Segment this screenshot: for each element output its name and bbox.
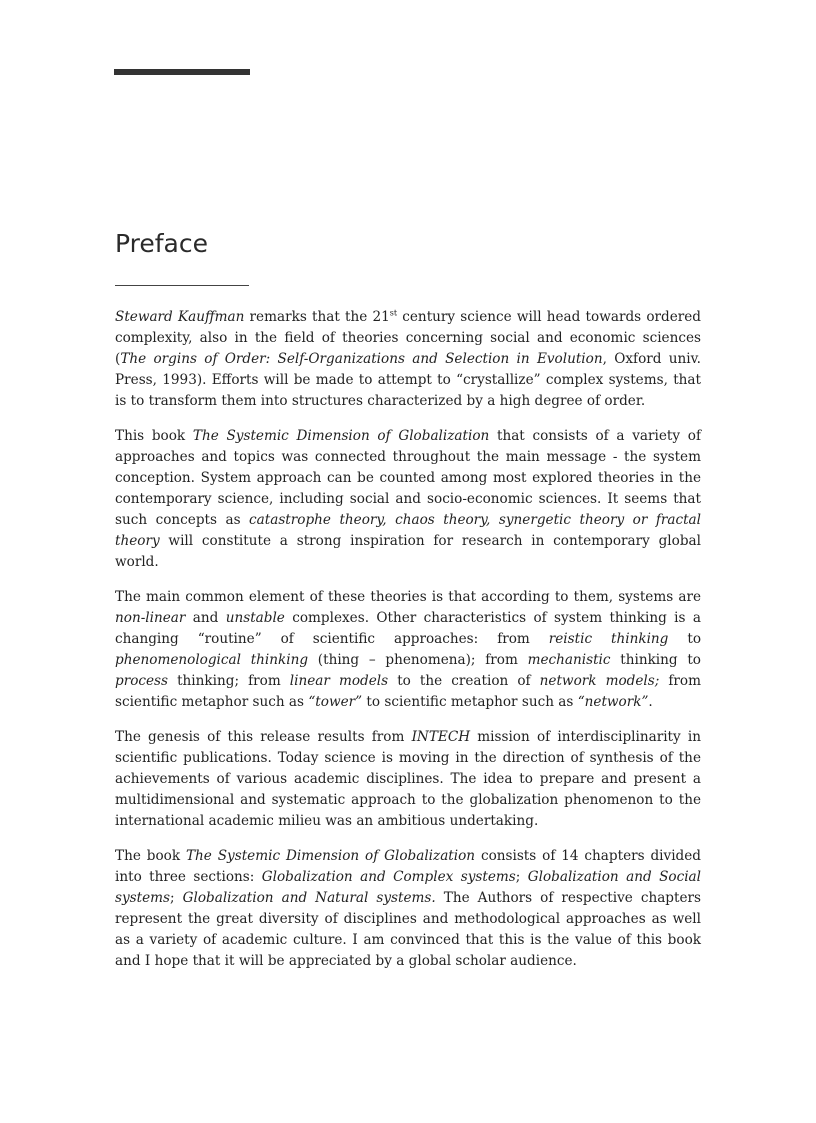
text-run: complexes. Other characteristics of system thinking is a changing “routine” of scientific approaches: from bbox=[115, 610, 701, 647]
text-run: and bbox=[185, 610, 226, 626]
superscript-text: st bbox=[389, 308, 398, 318]
italic-text: Globalization and Complex systems bbox=[261, 869, 516, 885]
text-run: thinking to bbox=[610, 652, 701, 668]
top-decorative-rule bbox=[114, 69, 250, 75]
italic-text: Globalization and Social systems bbox=[115, 869, 701, 906]
italic-text: process bbox=[115, 673, 168, 689]
text-run: ; bbox=[170, 890, 183, 906]
italic-text: linear models bbox=[289, 673, 389, 689]
text-run: , Oxford univ. Press, 1993). Efforts will be made to attempt to “crystallize” complex systems, that is to transform them into structures characterized by a high degree of order. bbox=[115, 351, 701, 409]
text-run: to bbox=[668, 631, 701, 647]
italic-text: “network” bbox=[577, 694, 649, 710]
text-run: from scientific metaphor such as bbox=[115, 673, 701, 710]
text-run: thinking; from bbox=[168, 673, 290, 689]
text-run: . bbox=[648, 694, 653, 710]
text-run: The book bbox=[115, 848, 186, 864]
italic-text: “tower” bbox=[308, 694, 363, 710]
text-run: mission of interdisciplinarity in scientific publications. Today science is moving in the direction of synthesis of the achievements of various academic disciplines. The idea to prepare and present a multidimensional and systematic approach to the globalization phenomenon to the international academic milieu was an ambitious undertaking. bbox=[115, 729, 701, 829]
page-title: Preface bbox=[115, 229, 208, 258]
italic-text: INTECH bbox=[411, 729, 471, 745]
italic-text: unstable bbox=[225, 610, 285, 626]
italic-text: non-linear bbox=[115, 610, 186, 626]
italic-text: network models; bbox=[539, 673, 660, 689]
text-run: that consists of a variety of approaches and topics was connected throughout the main message - the system conception. System approach can be counted among most explored theories in the contemporary science, including social and socio-economic sciences. It seems that such concepts as bbox=[115, 428, 701, 528]
text-run: will constitute a strong inspiration for research in contemporary global world. bbox=[115, 533, 701, 570]
italic-text: The Systemic Dimension of Globalization bbox=[192, 428, 490, 444]
paragraph-1 bbox=[115, 307, 701, 412]
paragraph-3 bbox=[115, 587, 701, 713]
italic-text: phenomenological thinking bbox=[115, 652, 309, 668]
text-run: remarks that the 21 bbox=[244, 309, 390, 325]
italic-text: Globalization and Natural systems. bbox=[182, 890, 436, 906]
italic-text: The orgins of Order: Self-Organizations and Selection in Evolution bbox=[120, 351, 603, 367]
italic-text: The Systemic Dimension of Globalization bbox=[185, 848, 476, 864]
text-run: The Authors of respective chapters represent the great diversity of disciplines and methodological approaches as well as a variety of academic culture. I am convinced that this is the value of this book and I hope that it will be appreciated by a global scholar audience. bbox=[115, 890, 701, 969]
text-run: The genesis of this release results from bbox=[115, 729, 412, 745]
preface-body bbox=[115, 307, 701, 986]
italic-text: reistic thinking bbox=[548, 631, 669, 647]
paragraph-2 bbox=[115, 426, 701, 573]
text-run: The main common element of these theories is that according to them, systems are bbox=[115, 589, 701, 605]
text-run: ; bbox=[515, 869, 528, 885]
italic-text: Steward Kauffman bbox=[115, 309, 245, 325]
text-run: consists of 14 chapters divided into three sections: bbox=[115, 848, 702, 885]
paragraph-5 bbox=[115, 846, 701, 972]
text-run: century science will head towards ordered complexity, also in the field of theories concerning social and economic sciences ( bbox=[115, 309, 701, 367]
italic-text: catastrophe theory, chaos theory, synergetic theory or fractal theory bbox=[115, 512, 701, 549]
title-underline bbox=[115, 285, 249, 286]
text-run: (thing – phenomena); from bbox=[308, 652, 528, 668]
italic-text: mechanistic bbox=[527, 652, 611, 668]
paragraph-4 bbox=[115, 727, 701, 832]
text-run: to scientific metaphor such as bbox=[362, 694, 578, 710]
text-run: to the creation of bbox=[388, 673, 540, 689]
text-run: This book bbox=[115, 428, 193, 444]
